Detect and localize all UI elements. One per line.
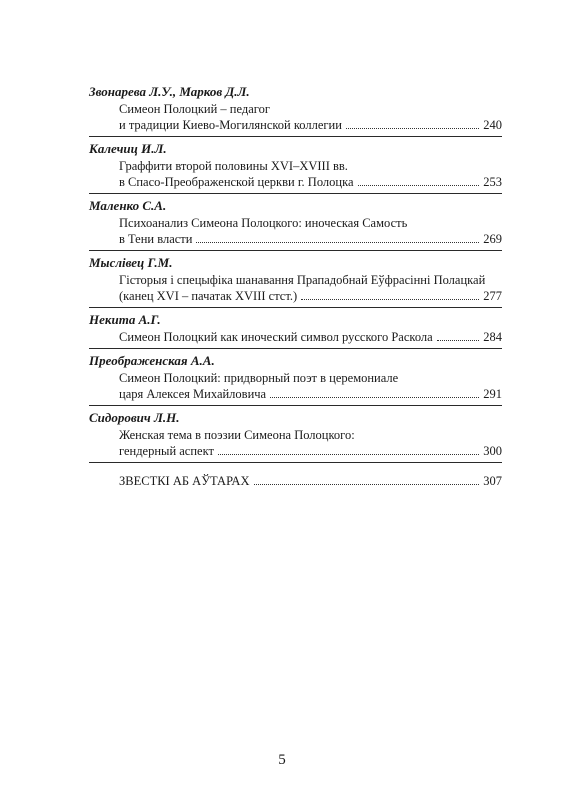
entry-title-line: [89, 117, 502, 133]
entry-page-number: 240: [483, 118, 502, 132]
entry-title-line: [89, 473, 502, 489]
entry-title: ЗВЕСТКІ АБ АЎТАРАХ: [119, 474, 250, 488]
toc-entry: [89, 410, 502, 463]
entry-page-number: 300: [483, 444, 502, 458]
entry-author: Сидорович Л.Н.: [89, 410, 180, 425]
entry-page-number: 269: [483, 232, 502, 246]
entry-author: Маленко С.А.: [89, 198, 167, 213]
entry-title-line: [89, 272, 502, 288]
entry-page-number: 253: [483, 175, 502, 189]
entry-title-line: [89, 443, 502, 459]
entry-title: Граффити второй половины XVI–XVIII вв.: [119, 159, 348, 173]
entry-author: Некита А.Г.: [89, 312, 161, 327]
entry-title: (канец XVI – пачатак XVIII стст.): [119, 289, 298, 303]
dot-leader: [358, 185, 480, 186]
entry-page-number: 277: [483, 289, 502, 303]
dot-leader: [270, 397, 479, 398]
entry-title-line: [89, 370, 502, 386]
entry-page-number: 307: [483, 474, 502, 488]
entry-author: Звонарева Л.У., Марков Д.Л.: [89, 84, 250, 99]
entry-title: Гісторыя і спецыфіка шанавання Прападобнай Еўфрасінні Полацкай: [119, 273, 486, 287]
entry-author: Преображенская А.А.: [89, 353, 215, 368]
toc-entry: [89, 353, 502, 406]
toc-entry: [89, 198, 502, 251]
entry-title: Симеон Полоцкий – педагог: [119, 102, 270, 116]
entry-title: гендерный аспект: [119, 444, 214, 458]
entry-author: Мыслівец Г.М.: [89, 255, 173, 270]
entry-title-line: [89, 288, 502, 304]
dot-leader: [196, 242, 479, 243]
dot-leader: [218, 454, 479, 455]
dot-leader: [437, 340, 480, 341]
entry-title: Симеон Полоцкий: придворный поэт в церемониале: [119, 371, 399, 385]
entry-title-line: [89, 215, 502, 231]
entry-title: Женская тема в поэзии Симеона Полоцкого:: [119, 428, 355, 442]
entry-title: Симеон Полоцкий как иноческий символ русского Раскола: [119, 330, 433, 344]
entry-page-number: 284: [483, 330, 502, 344]
toc-entry-authors-info: [89, 473, 502, 489]
entry-author: Калечиц И.Л.: [89, 141, 167, 156]
entry-title: в Тени власти: [119, 232, 193, 246]
toc-entry: [89, 141, 502, 194]
toc-entry: [89, 312, 502, 349]
entry-title-line: [89, 231, 502, 247]
dot-leader: [346, 128, 479, 129]
entry-title-line: [89, 386, 502, 402]
dot-leader: [254, 484, 480, 485]
entry-page-number: 291: [483, 387, 502, 401]
entry-title-line: [89, 174, 502, 190]
dot-leader: [301, 299, 479, 300]
entry-title-line: [89, 158, 502, 174]
entry-title: и традиции Киево-Могилянской коллегии: [119, 118, 342, 132]
entry-title-line: [89, 427, 502, 443]
entry-title: Психоанализ Симеона Полоцкого: иноческая Самость: [119, 216, 408, 230]
entry-title-line: [89, 329, 502, 345]
entry-title-line: [89, 101, 502, 117]
toc-entry: [89, 84, 502, 137]
table-of-contents: [89, 84, 502, 489]
toc-entry: [89, 255, 502, 308]
entry-title: царя Алексея Михайловича: [119, 387, 267, 401]
page-number: 5: [278, 752, 286, 768]
entry-title: в Спасо-Преображенской церкви г. Полоцка: [119, 175, 354, 189]
